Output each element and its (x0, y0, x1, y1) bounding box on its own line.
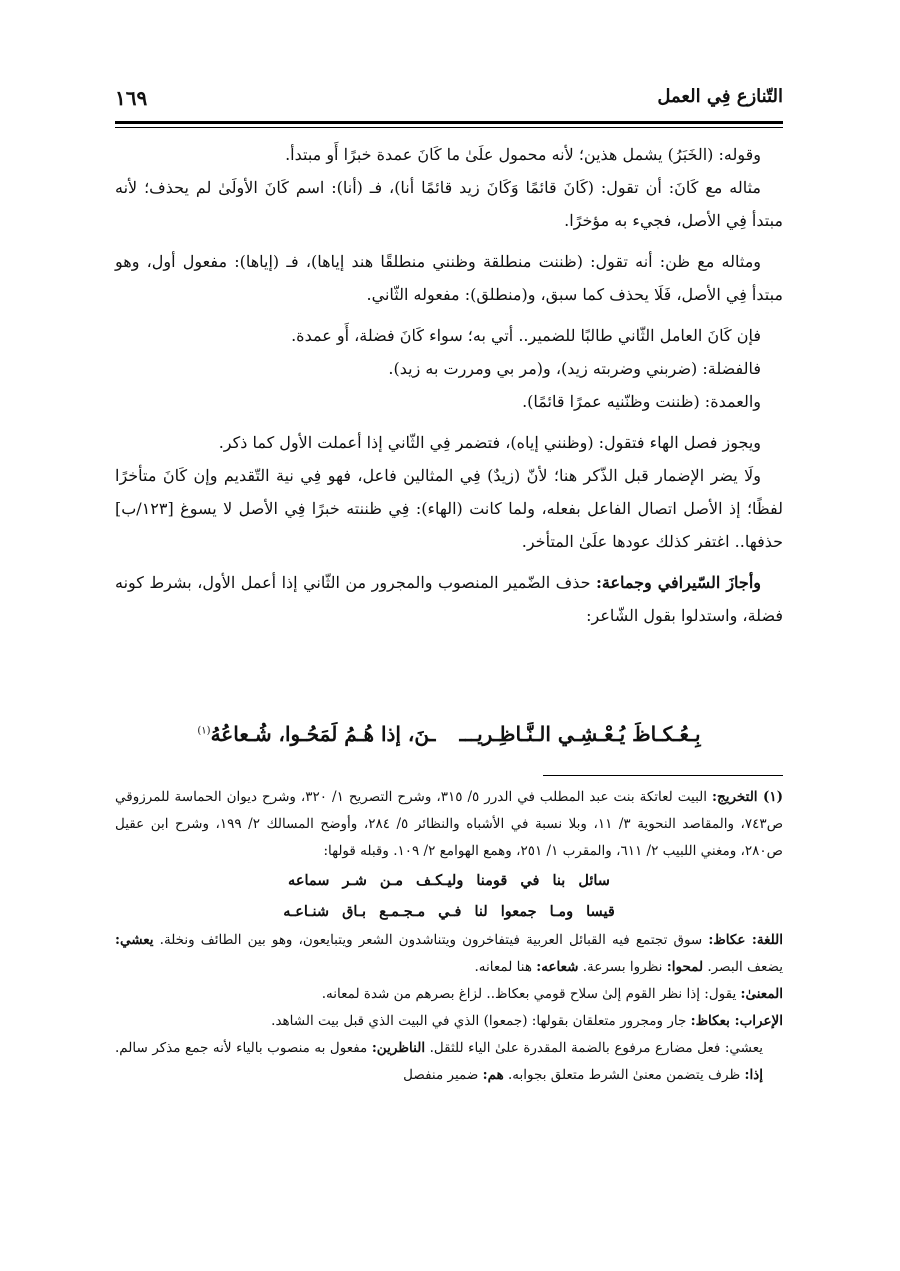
poetry-verse (115, 722, 783, 746)
paragraph-9-lead: وأجازَ السّيرافي وجماعة: (595, 573, 761, 592)
irab-label: الإعراب: بعكاظ: (690, 1013, 783, 1029)
hum-label: هم: (482, 1067, 504, 1083)
paragraph-9-rest: حذف الضّمير المنصوب والمجرور من الثّاني إذا أعمل الأول، بشرط كونه فضلة، واستدلوا بقول الشّاعر: (115, 573, 783, 625)
page-number: ١٦٩ (115, 86, 148, 110)
lugha-label: اللغة: عكاظ: (708, 932, 783, 948)
footnote-separator (543, 775, 783, 776)
idha-text: ظرف يتضمن معنىٰ الشرط متعلق بجوابه. (503, 1067, 745, 1083)
irab2-text: يعشي: فعل مضارع مرفوع بالضمة المقدرة علىٰ الياء للثقل. (425, 1040, 763, 1056)
running-title: التّنازع فِي العمل (657, 86, 783, 107)
paragraph-1: وقوله: (الخَبَرُ) يشمل هذين؛ لأنه محمول علَىٰ ما كَانَ عمدة خبرًا أَو مبتدأ. (285, 145, 761, 164)
lugha-text: سوق تجتمع فيه القبائل العربية فيتفاخرون ويتناشدون الشعر ويتبايعون، وهو بين الطائف ونخلة. (153, 932, 709, 948)
paragraph-2: مثاله مع كَانَ: أن تقول: (كَانَ قائمًا وَكَانَ زيد قائمًا أنا)، فـ (أنا): اسم كَانَ الأولَىٰ لم يحذف؛ لأنه مبتدأ فِي الأصل، فجيء به مؤخرًا. (115, 178, 783, 230)
paragraph-4: فإن كَانَ العامل الثّاني طالبًا للضمير.. أتي به؛ سواء كَانَ فضلة، أَو عمدة. (291, 326, 761, 345)
verse-hemistich-left: ـنَ، إذا هُـمُ لَمَحُـوا، شُـعاعُهُ (210, 722, 436, 746)
lamahu-text: نظروا بسرعة. (578, 959, 667, 975)
yushi-text: يضعف البصر. (703, 959, 783, 975)
footnotes (115, 784, 783, 1089)
mana-label: المعنىٰ: (740, 986, 783, 1002)
takhrij-label: (١) التخريج: (712, 789, 783, 805)
paragraph-3: ومثاله مع ظن: أنه تقول: (ظننت منطلقة وظنني منطلقًا هند إياها)، فـ (إياها): مفعول أول، وهو مبتدأ فِي الأصل، فَلَا يحذف كما سبق، و(منطلق): مفعوله الثّاني. (115, 252, 783, 304)
footnote-mana (115, 981, 783, 1008)
mana-text: يقول: إذا نظر القوم إلىٰ سلاح قومي بعكاظ.. لزاغ بصرهم من شدة لمعانه. (321, 986, 741, 1002)
idha-label: إذا: (744, 1067, 763, 1083)
header-rule-thick (115, 121, 783, 124)
footnote-takhrij (115, 784, 783, 865)
yushi-label: يعشي: (115, 932, 154, 948)
footnote-marker: (١) (197, 725, 211, 737)
poem-line-2: قيسا ومـا جمعوا لنا فـي مـجـمـع بـاق شنـاعـه (283, 903, 615, 920)
paragraph-7: ويجوز فصل الهاء فتقول: (وظنني إياه)، فتضمر فِي الثّاني إذا أعملت الأول كما ذكر. (218, 433, 761, 452)
hum-text: ضمير منفصل (403, 1067, 483, 1083)
paragraph-9 (115, 566, 783, 632)
takhrij-text: البيت لعاتكة بنت عبد المطلب في الدرر ٥/ ٣١٥، وشرح التصريح ١/ ٣٢٠، وشرح ديوان الحماسة للمرزوقي ص٧٤٣، والمقاصد النحوية ٣/ ١١، وبلا نسبة في الأشباه والنظائر ٥/ ٢٨٤، وأوضح المسالك ٢/ ١٩٩، وشرح ابن عقيل ص٢٨٠، ومغني اللبيب ٢/ ٦١١، والمقرب ١/ ٢٥١، وهمع الهوامع ٢/ ١٠٩. وقبله قولها: (115, 789, 784, 859)
footnote-lugha (115, 927, 783, 981)
shuaah-label: شعاعه: (536, 959, 579, 975)
header-rule-thin (115, 127, 783, 128)
footnote-irab-continued (115, 1035, 783, 1089)
main-text (115, 138, 783, 640)
nazirin-label: الناظرين: (371, 1040, 426, 1056)
paragraph-8: ولَا يضر الإضمار قبل الذّكر هنا؛ لأنّ (زيدٌ) فِي المثالين فاعل، فهو فِي نية التّقديم وإن كَانَ متأخرًا لفظًا؛ إذ الأصل اتصال الفاعل بفعله، ولما كانت (الهاء): فِي ظننته خبرًا فِي الأصل لا يسوغ [١٢٣/ب] حذفها.. اغتفر كذلك عودها علَىٰ المتأخر. (115, 466, 783, 551)
paragraph-6: والعمدة: (ظننت وظنّنيه عمرًا قائمًا). (522, 392, 761, 411)
footnote-irab (115, 1008, 783, 1035)
paragraph-5: فالفضلة: (ضربني وضربته زيد)، و(مر بي ومررت به زيد). (388, 359, 761, 378)
shuaah-text: هنا لمعانه. (474, 959, 537, 975)
lamahu-label: لمحوا: (666, 959, 704, 975)
verse-hemistich-right: بِـعُـكـاظَ يُـعْـشِـي الـنَّـاظِـريـــ (459, 722, 701, 746)
poem-line-1: سائل بنا في قومنا وليـكـف مـن شـر سماعه (288, 872, 610, 889)
page-header (115, 86, 783, 116)
irab-text: جار ومجرور متعلقان بقولها: (جمعوا) الذي في البيت الذي قبل بيت الشاهد. (271, 1013, 691, 1029)
nazirin-text: مفعول به منصوب بالياء لأنه جمع مذكر سالم. (115, 1040, 372, 1056)
